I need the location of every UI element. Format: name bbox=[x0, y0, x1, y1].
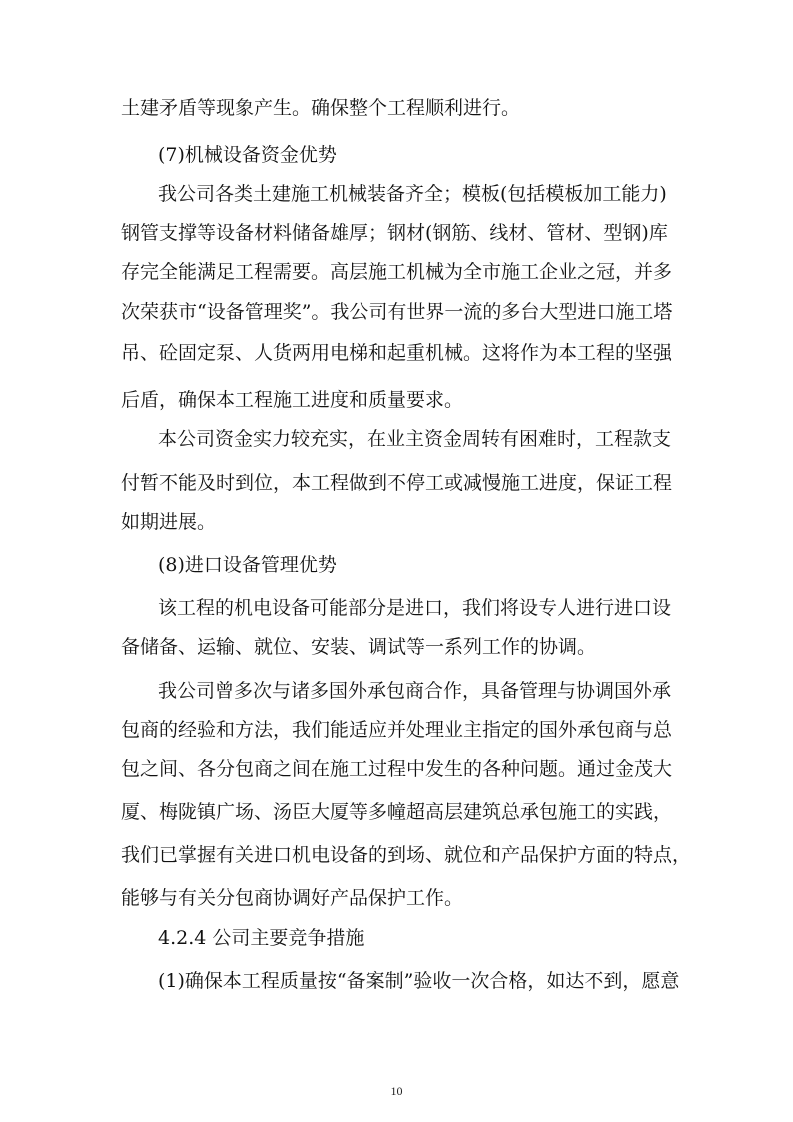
body-text-line: 次荣获市“设备管理奖”。我公司有世界一流的多台大型进口施工塔 bbox=[121, 301, 673, 323]
body-text-line: 存完全能满足工程需要。高层施工机械为全市施工企业之冠，并多 bbox=[121, 261, 673, 283]
body-text-line: 该工程的机电设备可能部分是进口，我们将设专人进行进口设 bbox=[158, 597, 672, 619]
body-text-line: 厦、梅陇镇广场、汤臣大厦等多幢超高层建筑总承包施工的实践， bbox=[121, 801, 673, 823]
body-text-line: 后盾，确保本工程施工进度和质量要求。 bbox=[121, 389, 464, 411]
body-text-line: 如期进展。 bbox=[121, 511, 217, 533]
section-heading-competitive-measures: 4.2.4 公司主要竞争措施 bbox=[158, 927, 365, 949]
body-text-line: 包商的经验和方法，我们能适应并处理业主指定的国外承包商与总 bbox=[121, 719, 673, 741]
page-number: 10 bbox=[390, 1084, 403, 1098]
section-heading-machinery-funding: (7)机械设备资金优势 bbox=[158, 144, 337, 166]
body-text-line: 备储备、运输、就位、安装、调试等一系列工作的协调。 bbox=[121, 636, 597, 658]
body-text-line: 钢管支撑等设备材料储备雄厚；钢材(钢筋、线材、管材、型钢)库 bbox=[121, 222, 668, 244]
body-text-line: 土建矛盾等现象产生。确保整个工程顺利进行。 bbox=[121, 97, 521, 119]
body-text-line: 吊、砼固定泵、人货两用电梯和起重机械。这将作为本工程的坚强 bbox=[121, 342, 673, 364]
body-text-line: 我们已掌握有关进口机电设备的到场、就位和产品保护方面的特点， bbox=[121, 844, 692, 866]
body-text-line: (1)确保本工程质量按“备案制”验收一次合格，如达不到，愿意 bbox=[158, 970, 680, 992]
section-heading-imported-equipment: (8)进口设备管理优势 bbox=[158, 554, 337, 576]
body-text-line: 我公司各类土建施工机械装备齐全；模板(包括模板加工能力) bbox=[158, 183, 667, 205]
body-text-line: 付暂不能及时到位，本工程做到不停工或减慢施工进度，保证工程 bbox=[121, 472, 673, 494]
body-text-line: 能够与有关分包商协调好产品保护工作。 bbox=[121, 887, 464, 909]
body-text-line: 本公司资金实力较充实，在业主资金周转有困难时，工程款支 bbox=[158, 428, 672, 450]
body-text-line: 包之间、各分包商之间在施工过程中发生的各种问题。通过金茂大 bbox=[121, 758, 673, 780]
body-text-line: 我公司曾多次与诸多国外承包商合作，具备管理与协调国外承 bbox=[158, 680, 672, 702]
